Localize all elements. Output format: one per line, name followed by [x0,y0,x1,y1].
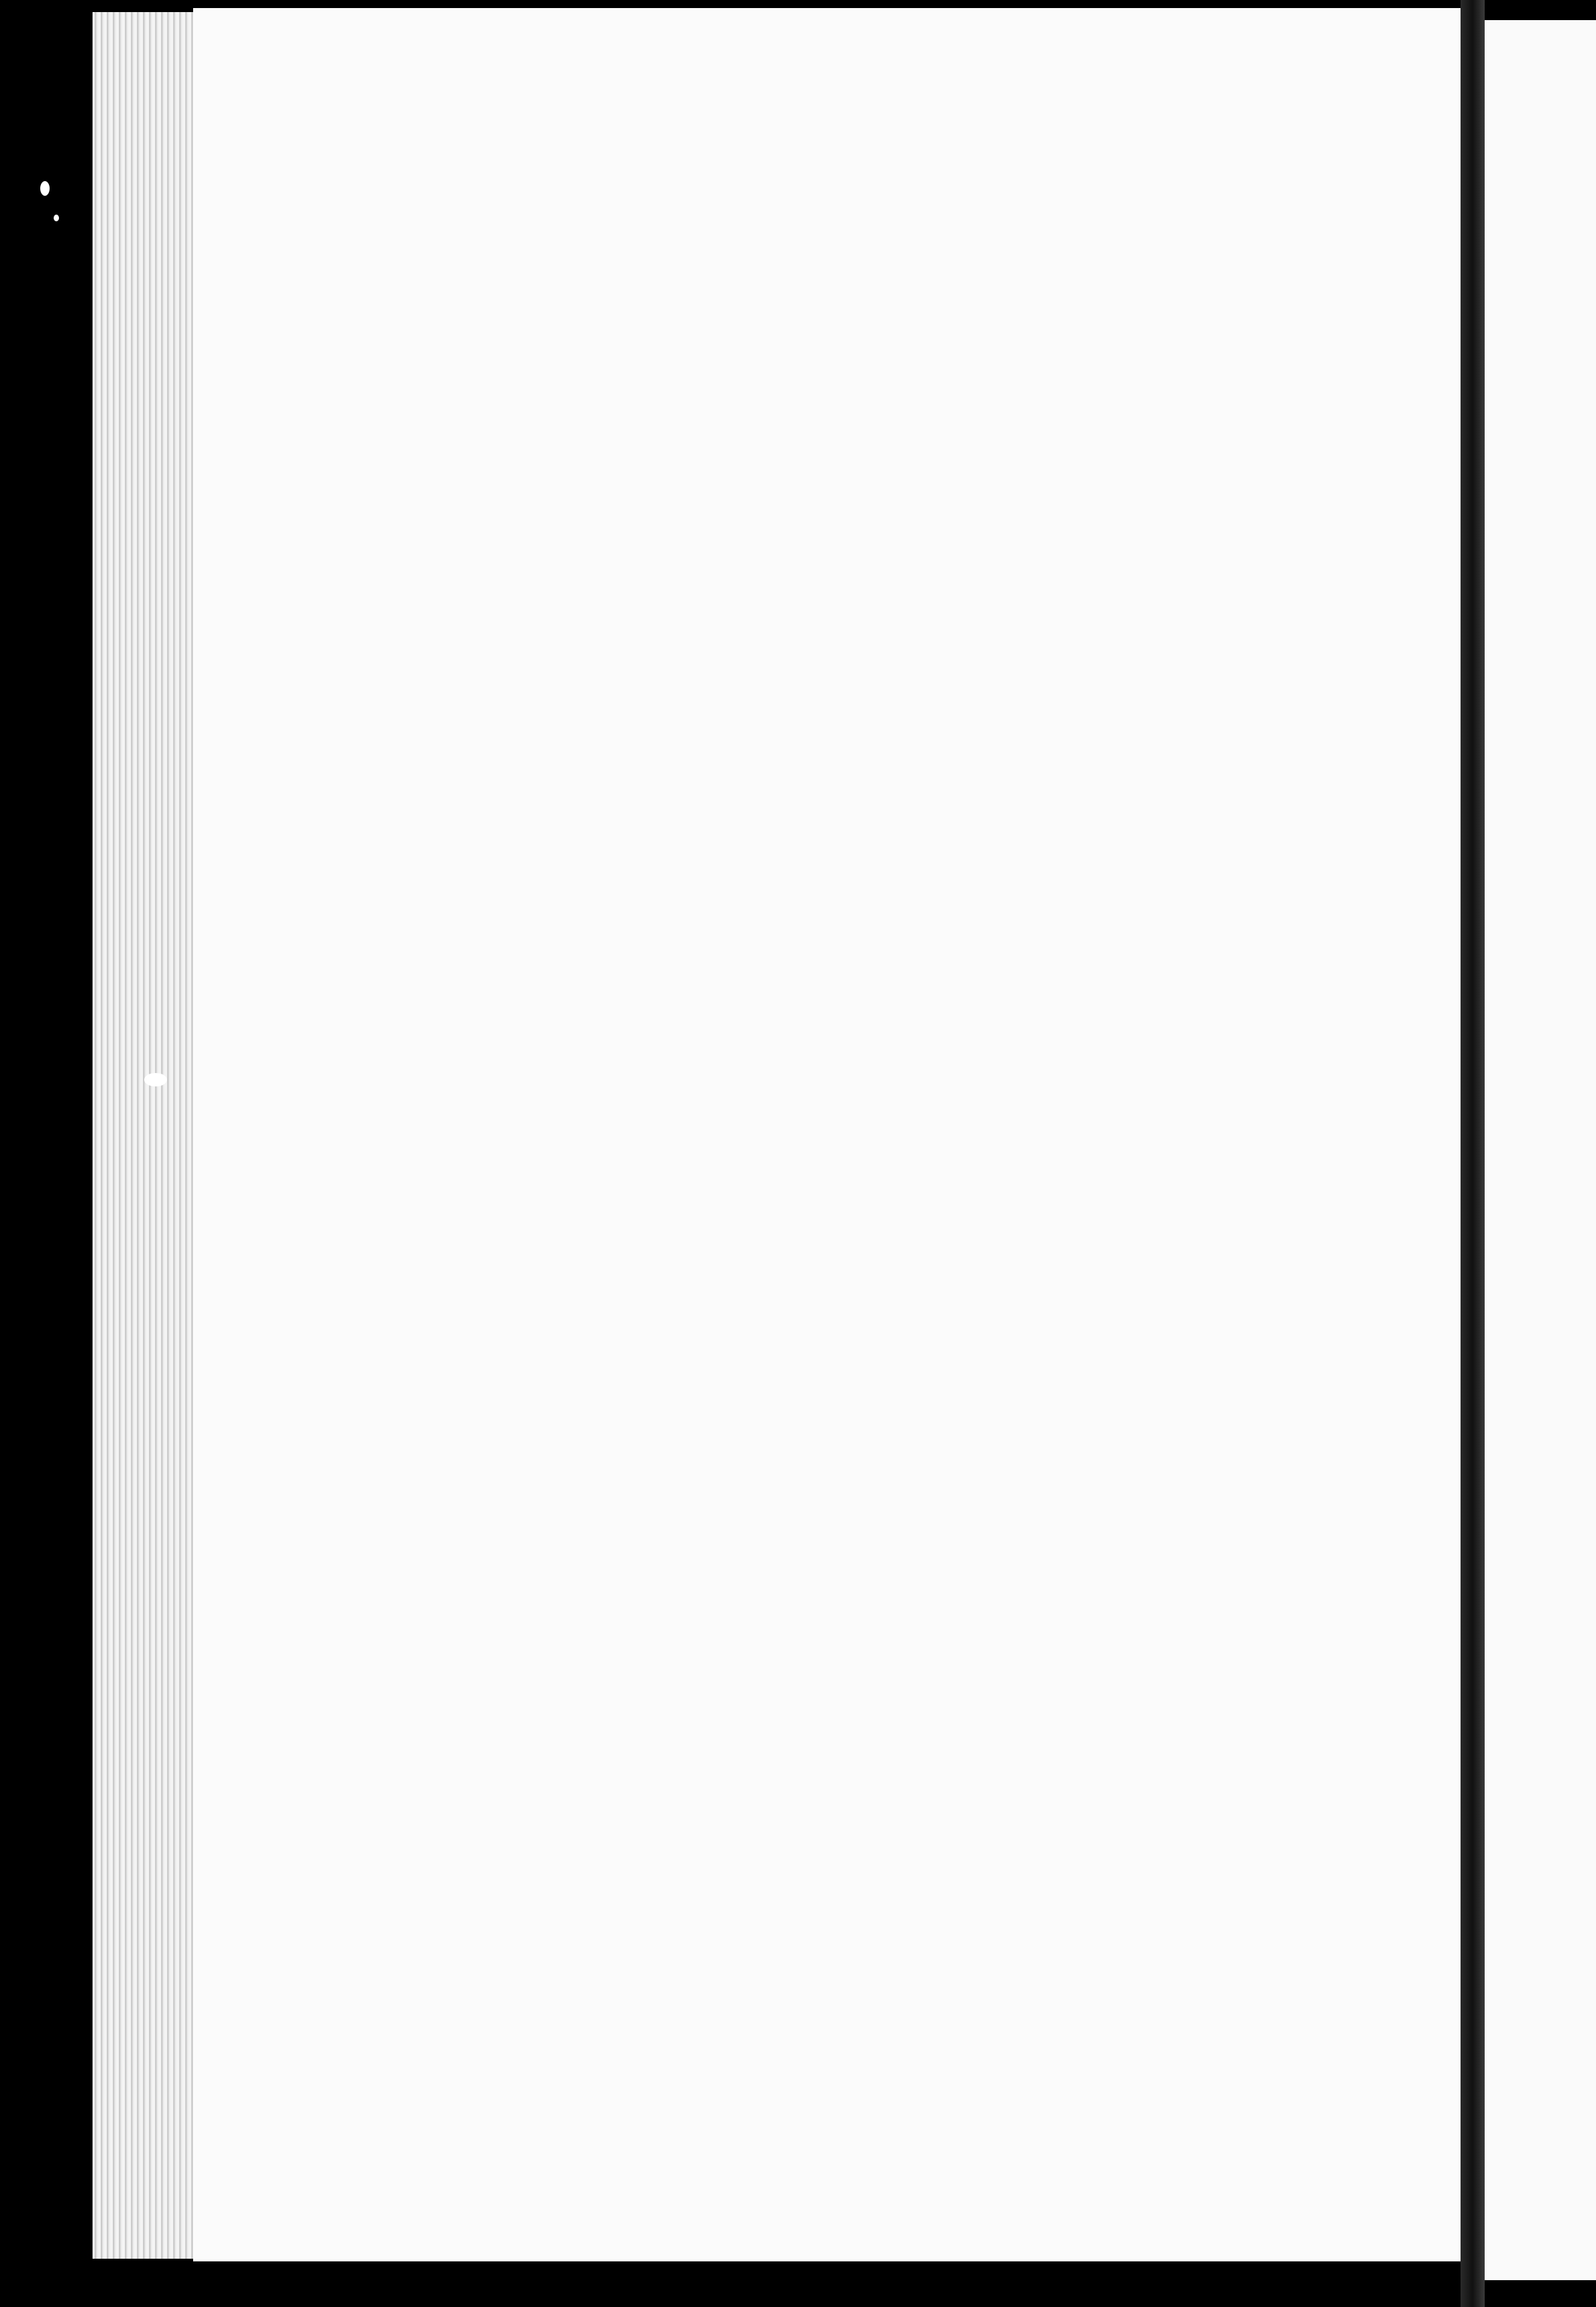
book-gutter [1461,0,1485,2307]
page-edge-stack [93,12,193,2259]
book-page [193,8,1461,2261]
scan-speck [40,181,50,196]
scan-speck [144,1073,167,1086]
scan-speck [54,215,59,221]
facing-page-edge [1485,20,1596,2280]
